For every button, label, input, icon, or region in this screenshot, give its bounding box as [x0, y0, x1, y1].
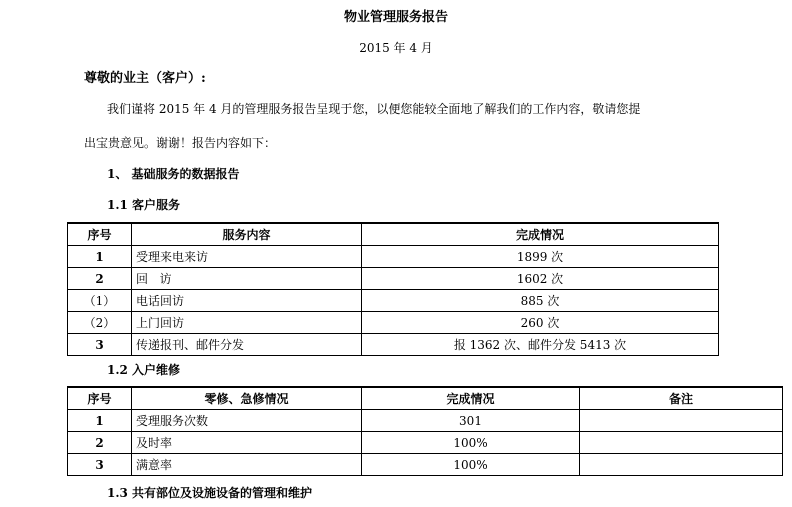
cell-no: （2）	[68, 312, 132, 334]
column-header-no: 序号	[68, 387, 132, 410]
cell-item: 及时率	[132, 432, 362, 454]
cell-content: 上门回访	[132, 312, 362, 334]
cell-result: 260 次	[362, 312, 719, 334]
cell-result: 100%	[362, 454, 580, 476]
column-header-item: 零修、急修情况	[132, 387, 362, 410]
cell-result: 301	[362, 410, 580, 432]
table-row	[68, 334, 719, 356]
table-row	[68, 312, 719, 334]
column-header-result: 完成情况	[362, 387, 580, 410]
section-heading-1-1: 1.1 客户服务	[107, 198, 181, 212]
cell-result: 1602 次	[362, 268, 719, 290]
table-row	[68, 410, 783, 432]
cell-result: 报 1362 次、邮件分发 5413 次	[362, 334, 719, 356]
cell-no: 2	[68, 268, 132, 290]
section-heading-1: 1、 基础服务的数据报告	[107, 167, 240, 181]
table-row	[68, 432, 783, 454]
table-row	[68, 246, 719, 268]
cell-no: 1	[68, 246, 132, 268]
cell-note	[580, 432, 783, 454]
cell-content: 传递报刊、邮件分发	[132, 334, 362, 356]
cell-content: 回 访	[132, 268, 362, 290]
cell-note	[580, 454, 783, 476]
cell-note	[580, 410, 783, 432]
cell-result: 885 次	[362, 290, 719, 312]
column-header-result: 完成情况	[362, 223, 719, 246]
document-title: 物业管理服务报告	[343, 10, 448, 25]
cell-result: 1899 次	[362, 246, 719, 268]
cell-content: 受理来电来访	[132, 246, 362, 268]
cell-result: 100%	[362, 432, 580, 454]
cell-item: 满意率	[132, 454, 362, 476]
table-row	[68, 268, 719, 290]
customer-service-table	[67, 222, 719, 356]
salutation: 尊敬的业主（客户）:	[84, 71, 206, 86]
document-date: 2015 年 4 月	[359, 41, 433, 55]
column-header-content: 服务内容	[132, 223, 362, 246]
section-heading-1-2: 1.2 入户维修	[107, 363, 181, 377]
table-row	[68, 454, 783, 476]
column-header-note: 备注	[580, 387, 783, 410]
cell-no: 3	[68, 454, 132, 476]
intro-paragraph-line-1: 我们谨将 2015 年 4 月的管理服务报告呈现于您，以便您能较全面地了解我们的工作内容，敬请您提	[107, 102, 641, 116]
repair-table	[67, 386, 783, 476]
cell-no: （1）	[68, 290, 132, 312]
table-header-row	[68, 387, 783, 410]
table-header-row	[68, 223, 719, 246]
cell-content: 电话回访	[132, 290, 362, 312]
cell-no: 2	[68, 432, 132, 454]
cell-no: 3	[68, 334, 132, 356]
cell-no: 1	[68, 410, 132, 432]
column-header-no: 序号	[68, 223, 132, 246]
section-heading-1-3: 1.3 共有部位及设施设备的管理和维护	[107, 486, 313, 500]
cell-item: 受理服务次数	[132, 410, 362, 432]
table-row	[68, 290, 719, 312]
intro-paragraph-line-2: 出宝贵意见。谢谢！报告内容如下：	[84, 136, 277, 150]
